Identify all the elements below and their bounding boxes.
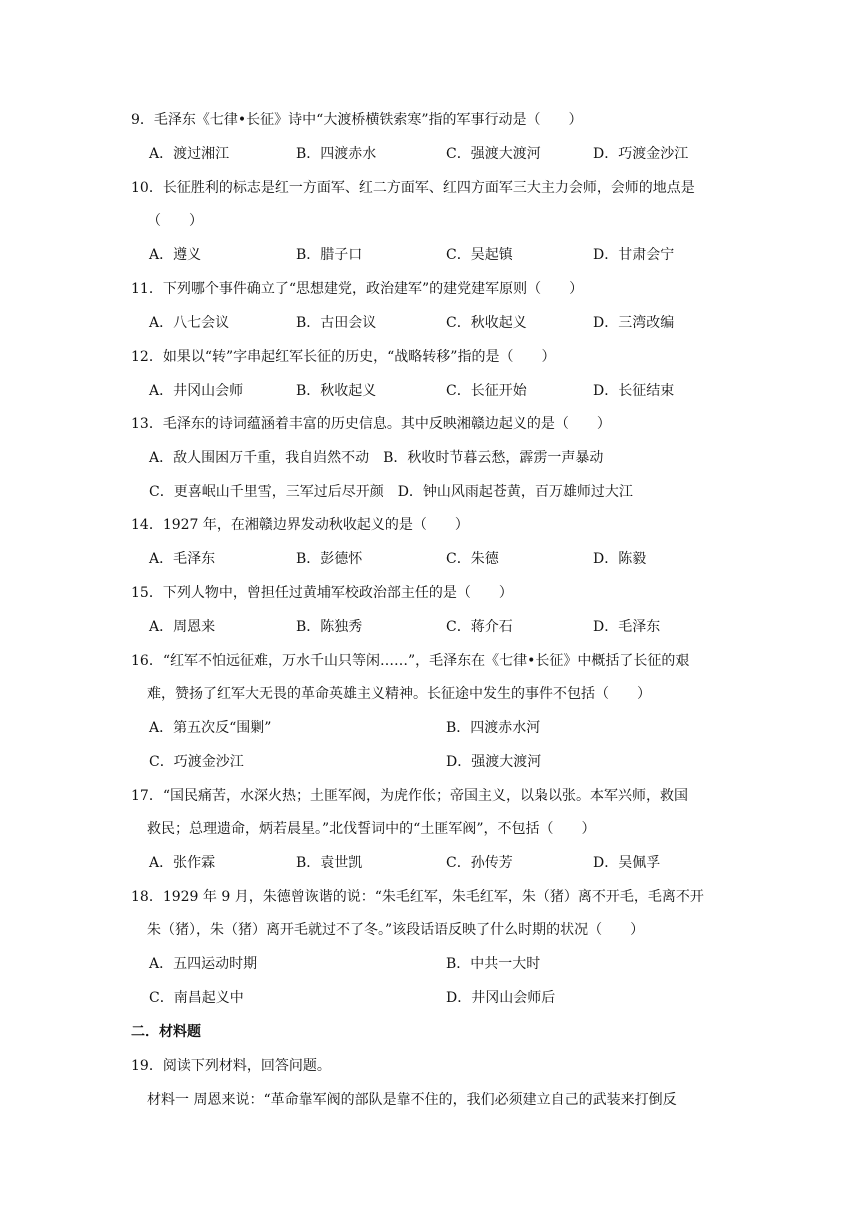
question-19-stem: 19．阅读下列材料，回答问题。 <box>131 1058 331 1074</box>
question-10-option-b: B．腊子口 <box>296 247 363 263</box>
question-18-stem: 18．1929 年 9 月，朱德曾诙谐的说：“朱毛红军，朱毛红军，朱（猪）离不开毛，毛离不开 <box>131 889 704 905</box>
question-9-stem: 9．毛泽东《七律•长征》诗中“大渡桥横铁索寒”指的军事行动是（ ） <box>131 112 583 128</box>
question-17-option-b: B．袁世凯 <box>296 855 363 871</box>
question-17-option-d: D．吴佩孚 <box>593 855 661 871</box>
question-14-option-b: B．彭德怀 <box>296 551 363 567</box>
question-12-option-b: B．秋收起义 <box>296 383 377 399</box>
question-10-option-c: C．吴起镇 <box>446 247 513 263</box>
question-11-option-a: A．八七会议 <box>149 315 230 331</box>
question-13-options-ab: A．敌人围困万千重，我自岿然不动 B．秋收时节暮云愁，霹雳一声暴动 <box>149 450 604 466</box>
question-17-option-c: C．孙传芳 <box>446 855 513 871</box>
question-15-stem: 15．下列人物中，曾担任过黄埔军校政治部主任的是（ ） <box>131 585 513 601</box>
section-title: 二．材料题 <box>131 1024 201 1040</box>
question-15-option-a: A．周恩来 <box>149 619 216 635</box>
question-15-option-d: D．毛泽东 <box>593 619 661 635</box>
question-16-stem: 16．“红军不怕远征难，万水千山只等闲……”，毛泽东在《七律•长征》中概括了长征的艰 <box>131 653 690 669</box>
question-14-stem: 14．1927 年，在湘赣边界发动秋收起义的是（ ） <box>131 517 469 533</box>
question-11-option-b: B．古田会议 <box>296 315 377 331</box>
question-14-option-c: C．朱德 <box>446 551 499 567</box>
question-16-option-a: A．第五次反“围剿” <box>149 720 272 736</box>
question-13-options-cd: C．更喜岷山千里雪，三军过后尽开颜 D．钟山风雨起苍黄，百万雄师过大江 <box>149 484 633 500</box>
question-14-option-a: A．毛泽东 <box>149 551 216 567</box>
question-18-option-a: A．五四运动时期 <box>149 956 258 972</box>
question-17-stem-cont: 救民；总理遗命，炳若晨星。”北伐誓词中的“土匪军阀”，不包括（ ） <box>147 821 596 837</box>
question-19-material-1: 材料一 周恩来说：“革命靠军阀的部队是靠不住的，我们必须建立自己的武装来打倒反 <box>147 1092 677 1108</box>
question-16-option-d: D．强渡大渡河 <box>446 754 542 770</box>
question-12-option-a: A．井冈山会师 <box>149 383 244 399</box>
question-18-option-b: B．中共一大时 <box>446 956 541 972</box>
question-10-stem-cont: （ ） <box>147 213 203 229</box>
question-11-option-c: C．秋收起义 <box>446 315 527 331</box>
question-11-option-d: D．三湾改编 <box>593 315 675 331</box>
question-12-option-c: C．长征开始 <box>446 383 527 399</box>
question-11-stem: 11．下列哪个事件确立了“思想建党，政治建军”的建党建军原则（ ） <box>131 281 584 297</box>
question-12-stem: 12．如果以“转”字串起红军长征的历史，“战略转移”指的是（ ） <box>131 349 556 365</box>
question-18-option-c: C．南昌起义中 <box>149 990 244 1006</box>
question-17-option-a: A．张作霖 <box>149 855 216 871</box>
question-16-option-b: B．四渡赤水河 <box>446 720 541 736</box>
question-17-stem: 17．“国民痛苦，水深火热；土匪军阀，为虎作伥；帝国主义，以枭以张。本军兴师，救国 <box>131 788 688 804</box>
question-9-option-a: A．渡过湘江 <box>149 146 230 162</box>
question-10-option-d: D．甘肃会宁 <box>593 247 675 263</box>
question-10-stem: 10．长征胜利的标志是红一方面军、红二方面军、红四方面军三大主力会师，会师的地点是 <box>131 180 695 196</box>
question-9-option-c: C．强渡大渡河 <box>446 146 541 162</box>
question-10-option-a: A．遵义 <box>149 247 202 263</box>
question-18-stem-cont: 朱（猪），朱（猪）离开毛就过不了冬。”该段话语反映了什么时期的状况（ ） <box>147 922 645 938</box>
question-12-option-d: D．长征结束 <box>593 383 675 399</box>
question-9-option-d: D．巧渡金沙江 <box>593 146 689 162</box>
question-18-option-d: D．井冈山会师后 <box>446 990 556 1006</box>
question-14-option-d: D．陈毅 <box>593 551 647 567</box>
question-16-option-c: C．巧渡金沙江 <box>149 754 244 770</box>
question-16-stem-cont: 难，赞扬了红军大无畏的革命英雄主义精神。长征途中发生的事件不包括（ ） <box>147 686 651 702</box>
question-13-stem: 13．毛泽东的诗词蕴涵着丰富的历史信息。其中反映湘赣边起义的是（ ） <box>131 416 611 432</box>
question-15-option-c: C．蒋介石 <box>446 619 513 635</box>
question-9-option-b: B．四渡赤水 <box>296 146 377 162</box>
question-15-option-b: B．陈独秀 <box>296 619 363 635</box>
